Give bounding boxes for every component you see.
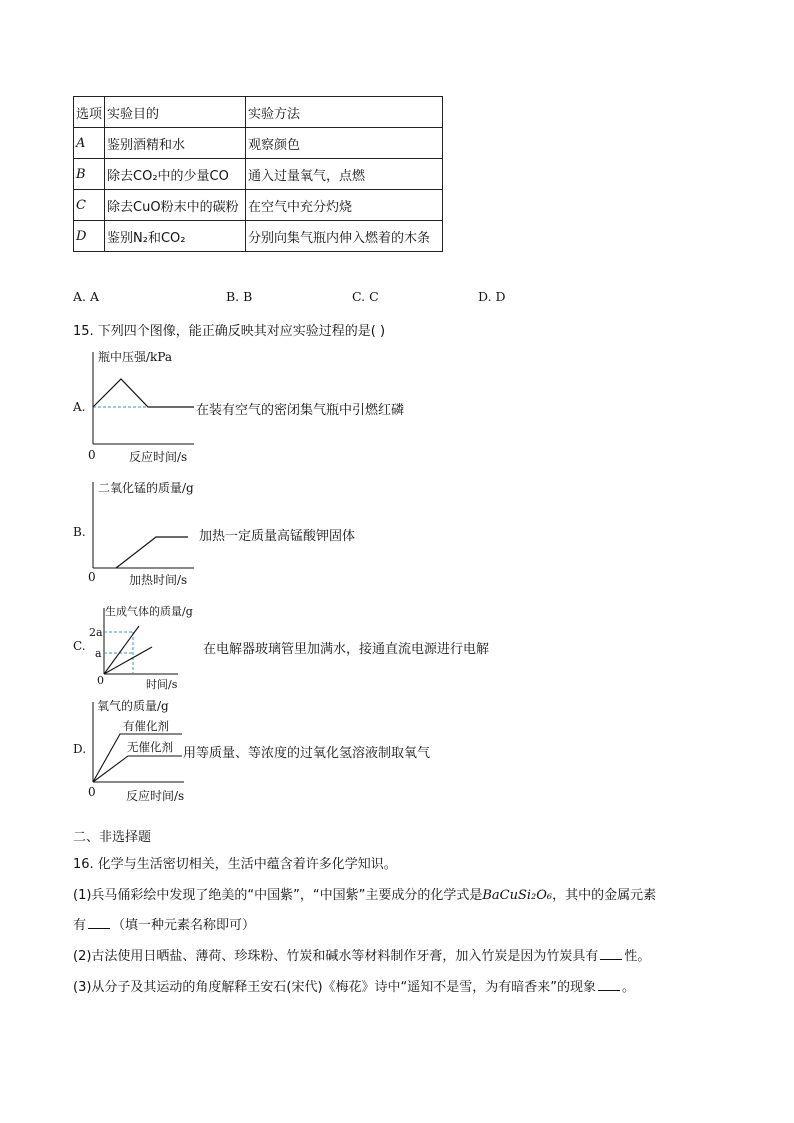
graph-a-origin: 0 [88,448,96,462]
graph-a [86,350,196,450]
row-purpose: 除去CuO粉末中的碳粉 [105,190,246,221]
header-option: 选项 [74,97,105,128]
q16-part3-tail: 。 [622,980,636,995]
graph-b [86,480,196,572]
row-option: A [74,128,105,159]
row-purpose: 鉴别酒精和水 [105,128,246,159]
q15-stem: 15. 下列四个图像，能正确反映其对应实验过程的是( ) [73,324,386,339]
graph-a-desc: 在装有空气的密闭集气瓶中引燃红磷 [196,403,405,418]
header-method: 实验方法 [246,97,443,128]
q16-part2 [73,945,650,964]
q16-part1-text-a: (1)兵马俑彩绘中发现了绝美的“中国紫”，“中国紫”主要成分的化学式是 [73,888,483,903]
row-purpose: 鉴别N₂和CO₂ [105,221,246,252]
q16-part1-text-c: 有 [73,918,87,933]
graph-c-tick-a: a [95,647,102,660]
q16-part1-cont [73,914,255,933]
graph-d [86,700,186,786]
graph-a-xlabel: 反应时间/s [129,450,188,464]
row-option: C [74,190,105,221]
option-d[interactable]: D. D [478,289,506,304]
q16-part1-text-b: ，其中的金属元素 [552,888,657,903]
experiment-table [73,96,443,252]
graph-b-label: B. [73,525,86,539]
row-option: D [74,221,105,252]
q16-stem: 16. 化学与生活密切相关，生活中蕴含着许多化学知识。 [73,857,397,872]
graph-a-ylabel: 瓶中压强/kPa [98,350,173,364]
section-heading: 二、非选择题 [73,830,152,845]
q16-part1 [73,884,656,903]
graph-c-xlabel: 时间/s [146,678,178,691]
graph-b-origin: 0 [88,570,96,584]
q16-part1-text-d: （填一种元素名称即可） [112,918,256,933]
mno2-curve [116,537,188,568]
q16-part3 [73,976,635,995]
q14-options [73,289,533,307]
table-row [74,128,443,159]
option-a[interactable]: A. A [73,289,100,304]
q16-part2-text: (2)古法使用日晒盐、薄荷、珍珠粉、竹炭和碱水等材料制作牙膏，加入竹炭是因为竹炭具有 [73,949,599,964]
gas-line-shallow [104,647,152,674]
row-method: 在空气中充分灼烧 [246,190,443,221]
graph-d-xlabel: 反应时间/s [126,789,185,803]
graph-b-ylabel: 二氧化锰的质量/g [98,481,194,495]
row-purpose: 除去CO₂中的少量CO [105,159,246,190]
q16-formula: BaCuSi₂O₆ [482,888,553,903]
q16-part2-tail: 性。 [624,949,651,964]
pressure-curve [93,379,194,407]
table-header-row [74,97,443,128]
gas-line-steep [104,626,139,674]
q16-answer-blank-1[interactable] [88,918,110,929]
row-option: B [74,159,105,190]
graph-c-ylabel: 生成气体的质量/g [105,605,193,618]
row-method: 观察颜色 [246,128,443,159]
graph-c-tick-2a: 2a [89,626,103,639]
option-c[interactable]: C. C [352,289,379,304]
row-method: 分别向集气瓶内伸入燃着的木条 [246,221,443,252]
option-b[interactable]: B. B [226,289,253,304]
graph-d-desc: 用等质量、等浓度的过氧化氢溶液制取氧气 [183,746,431,761]
table-row [74,190,443,221]
graph-d-origin: 0 [88,785,96,799]
table-row [74,159,443,190]
header-purpose: 实验目的 [105,97,246,128]
q16-answer-blank-2[interactable] [600,949,622,960]
graph-d-line1-label: 有催化剂 [123,719,169,733]
graph-d-label: D. [73,742,87,756]
no-catalyst-line [93,756,182,782]
table-row [74,221,443,252]
graph-b-xlabel: 加热时间/s [129,573,188,587]
catalyst-line [93,734,182,782]
graph-c-desc: 在电解器玻璃管里加满水，接通直流电源进行电解 [203,642,490,657]
graph-c-origin: 0 [97,674,104,687]
row-method: 通入过量氧气，点燃 [246,159,443,190]
graph-a-label: A. [73,400,86,414]
graph-c [100,606,180,678]
graph-d-ylabel: 氧气的质量/g [97,699,169,713]
graph-b-desc: 加热一定质量高锰酸钾固体 [199,529,356,544]
q16-part3-text: (3)从分子及其运动的角度解释王安石(宋代)《梅花》诗中“遥知不是雪，为有暗香来”的现象 [73,980,597,995]
q16-answer-blank-3[interactable] [598,980,620,991]
graph-d-line2-label: 无催化剂 [127,740,173,754]
graph-c-label: C. [73,639,86,653]
